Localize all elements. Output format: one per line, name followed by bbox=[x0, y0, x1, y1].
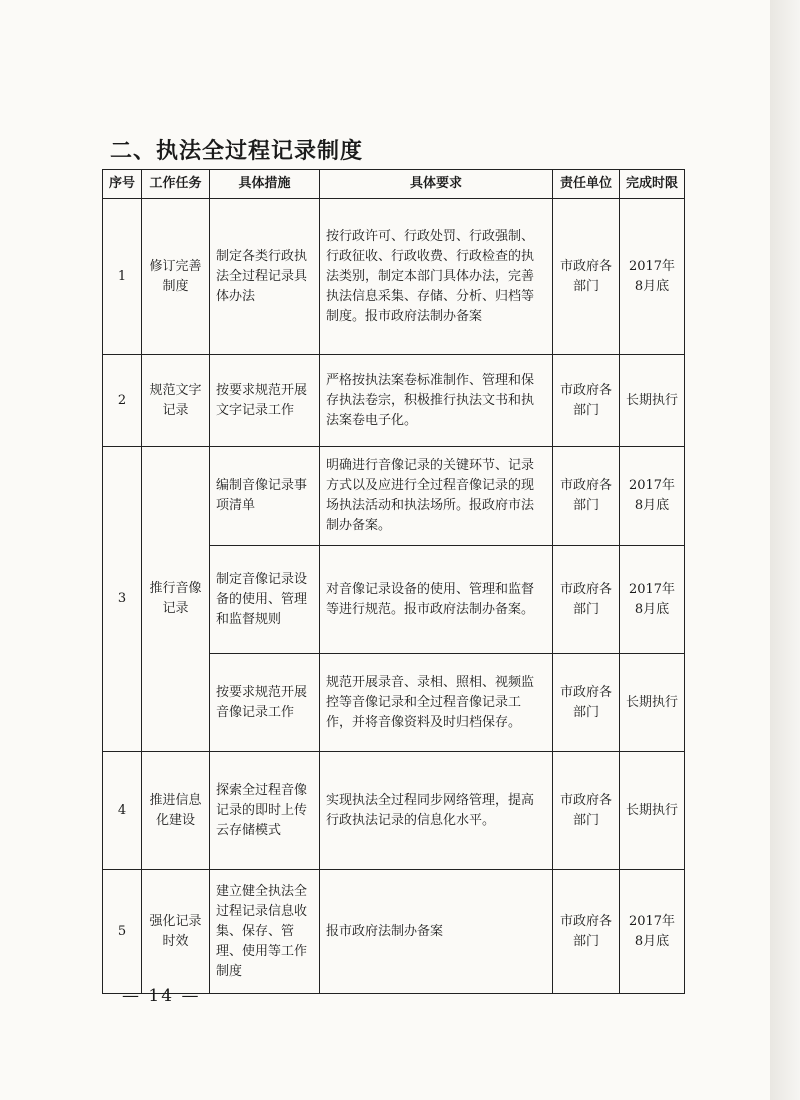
header-requirement: 具体要求 bbox=[320, 170, 553, 199]
cell-seq: 4 bbox=[103, 752, 142, 870]
work-plan-table bbox=[102, 169, 685, 994]
cell-requirement: 对音像记录设备的使用、管理和监督等进行规范。报市政府法制办备案。 bbox=[320, 546, 553, 654]
cell-measure: 编制音像记录事项清单 bbox=[210, 447, 320, 546]
cell-seq: 2 bbox=[103, 355, 142, 447]
cell-unit: 市政府各部门 bbox=[553, 752, 620, 870]
table-row bbox=[103, 355, 685, 447]
header-seq: 序号 bbox=[103, 170, 142, 199]
cell-deadline: 2017年8月底 bbox=[620, 546, 685, 654]
cell-deadline: 长期执行 bbox=[620, 355, 685, 447]
header-task: 工作任务 bbox=[142, 170, 210, 199]
header-deadline: 完成时限 bbox=[620, 170, 685, 199]
cell-task: 推进信息化建设 bbox=[142, 752, 210, 870]
cell-deadline: 2017年8月底 bbox=[620, 199, 685, 355]
cell-measure: 按要求规范开展文字记录工作 bbox=[210, 355, 320, 447]
cell-unit: 市政府各部门 bbox=[553, 447, 620, 546]
page-edge bbox=[770, 0, 800, 1100]
cell-seq: 3 bbox=[103, 447, 142, 752]
section-heading: 二、执法全过程记录制度 bbox=[110, 139, 364, 164]
cell-measure: 按要求规范开展音像记录工作 bbox=[210, 654, 320, 752]
cell-task: 推行音像记录 bbox=[142, 447, 210, 752]
table-row bbox=[103, 870, 685, 994]
table-header-row bbox=[103, 170, 685, 199]
cell-unit: 市政府各部门 bbox=[553, 546, 620, 654]
cell-requirement: 严格按执法案卷标准制作、管理和保存执法卷宗，积极推行执法文书和执法案卷电子化。 bbox=[320, 355, 553, 447]
cell-unit: 市政府各部门 bbox=[553, 654, 620, 752]
header-unit: 责任单位 bbox=[553, 170, 620, 199]
cell-measure: 探索全过程音像记录的即时上传云存储模式 bbox=[210, 752, 320, 870]
cell-task: 强化记录时效 bbox=[142, 870, 210, 994]
cell-deadline: 2017年8月底 bbox=[620, 870, 685, 994]
cell-deadline: 长期执行 bbox=[620, 752, 685, 870]
cell-requirement: 明确进行音像记录的关键环节、记录方式以及应进行全过程音像记录的现场执法活动和执法场所。报政府市法制办备案。 bbox=[320, 447, 553, 546]
cell-requirement: 按行政许可、行政处罚、行政强制、行政征收、行政收费、行政检查的执法类别，制定本部门具体办法，完善执法信息采集、存储、分析、归档等制度。报市政府法制办备案 bbox=[320, 199, 553, 355]
table-row bbox=[103, 199, 685, 355]
header-measure: 具体措施 bbox=[210, 170, 320, 199]
table-row bbox=[103, 752, 685, 870]
cell-measure: 制定音像记录设备的使用、管理和监督规则 bbox=[210, 546, 320, 654]
cell-deadline: 2017年8月底 bbox=[620, 447, 685, 546]
cell-seq: 1 bbox=[103, 199, 142, 355]
cell-deadline: 长期执行 bbox=[620, 654, 685, 752]
cell-requirement: 规范开展录音、录相、照相、视频监控等音像记录和全过程音像记录工作，并将音像资料及时归档保存。 bbox=[320, 654, 553, 752]
cell-unit: 市政府各部门 bbox=[553, 870, 620, 994]
cell-measure: 制定各类行政执法全过程记录具体办法 bbox=[210, 199, 320, 355]
table-row bbox=[103, 447, 685, 546]
cell-requirement: 实现执法全过程同步网络管理，提高行政执法记录的信息化水平。 bbox=[320, 752, 553, 870]
cell-task: 规范文字记录 bbox=[142, 355, 210, 447]
cell-task: 修订完善制度 bbox=[142, 199, 210, 355]
page-number: — 14 — bbox=[122, 986, 201, 1006]
cell-measure: 建立健全执法全过程记录信息收集、保存、管理、使用等工作制度 bbox=[210, 870, 320, 994]
cell-seq: 5 bbox=[103, 870, 142, 994]
cell-requirement: 报市政府法制办备案 bbox=[320, 870, 553, 994]
cell-unit: 市政府各部门 bbox=[553, 199, 620, 355]
cell-unit: 市政府各部门 bbox=[553, 355, 620, 447]
